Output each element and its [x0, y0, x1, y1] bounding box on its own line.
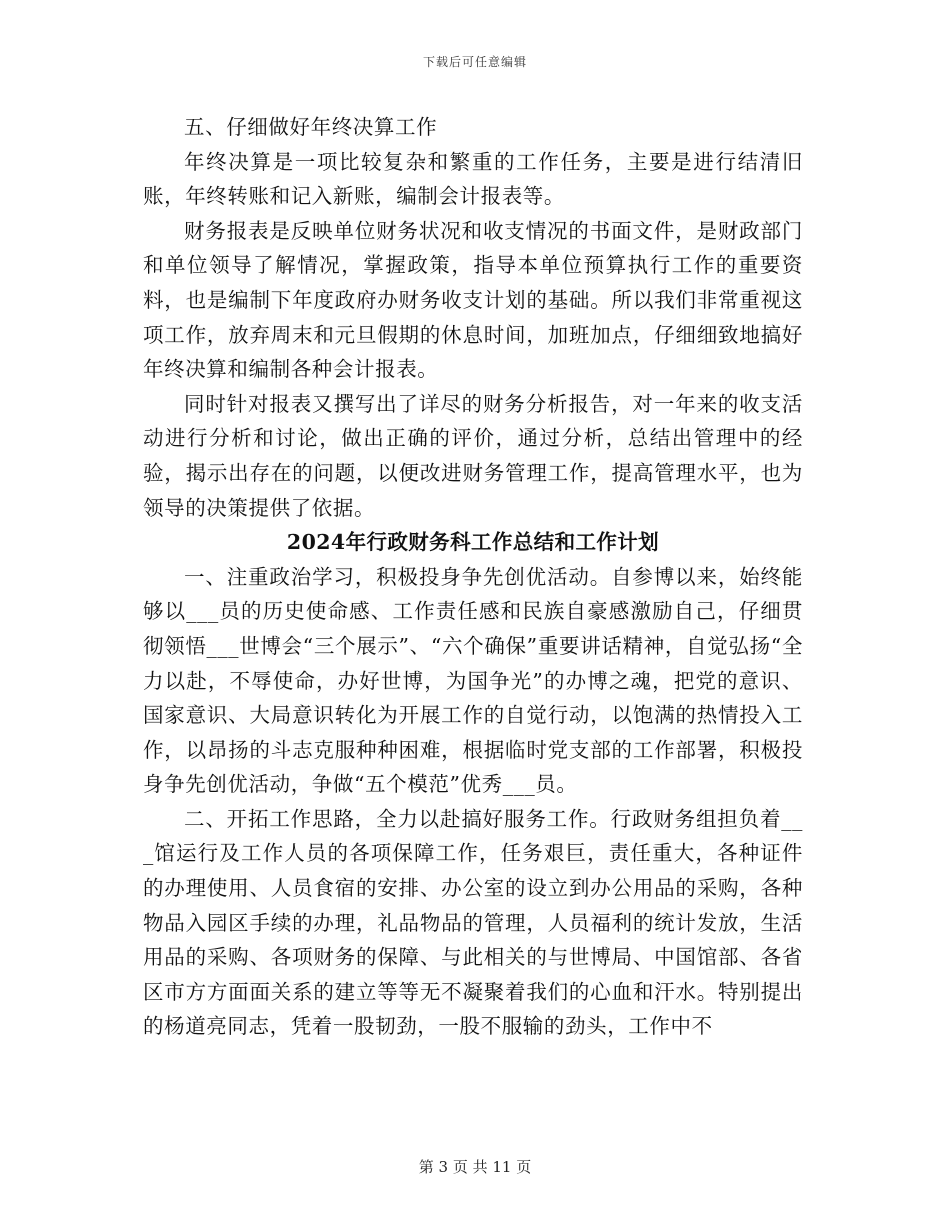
document-body — [143, 110, 803, 1044]
section-title: 2024年行政财务科工作总结和工作计划 — [286, 530, 660, 555]
page-number-footer: 第 3 页 共 11 页 — [418, 1158, 532, 1176]
paragraph-political-study: 一、注重政治学习，积极投身争先创优活动。自参博以来，始终能够以___员的历史使命感、工作责任感和民族自豪感激励自己，仔细贯彻领悟___世博会“三个展示”、“六个确保”重要讲话精神，自觉弘扬“全力以赴，不辱使命，办好世博，为国争光”的办博之魂，把党的意识、国家意识、大局意识转化为开展工作的自觉行动，以饱满的热情投入工作，以昂扬的斗志克服种种困难，根据临时党支部的工作部署，积极投身争先创优活动，争做“五个模范”优秀___员。 — [143, 564, 803, 797]
page-header-note: 下载后可任意编辑 — [422, 55, 527, 69]
paragraph-year-end-settlement: 年终决算是一项比较复杂和繁重的工作任务，主要是进行结清旧账，年终转账和记入新账，编制会计报表等。 — [143, 149, 803, 209]
paragraph-financial-statements: 财务报表是反映单位财务状况和收支情况的书面文件，是财政部门和单位领导了解情况，掌握政策，指导本单位预算执行工作的重要资料，也是编制下年度政府办财务收支计划的基础。所以我们非常重视这项工作，放弃周末和元旦假期的休息时间，加班加点，仔细细致地搞好年终决算和编制各种会计报表。 — [143, 218, 803, 382]
paragraph-financial-analysis: 同时针对报表又撰写出了详尽的财务分析报告，对一年来的收支活动进行分析和讨论，做出正确的评价，通过分析，总结出管理中的经验，揭示出存在的问题，以便改进财务管理工作，提高管理水平，也为领导的决策提供了依据。 — [143, 391, 803, 520]
paragraph-section-five-heading: 五、仔细做好年终决算工作 — [184, 115, 438, 139]
paragraph-service-work: 二、开拓工作思路，全力以赴搞好服务工作。行政财务组担负着___馆运行及工作人员的各项保障工作，任务艰巨，责任重大，各种证件的办理使用、人员食宿的安排、办公室的设立到办公用品的采购，各种物品入园区手续的办理，礼品物品的管理，人员福利的统计发放，生活用品的采购、各项财务的保障、与此相关的与世博局、中国馆部、各省区市方方面面关系的建立等等无不凝聚着我们的心血和汗水。特别提出的杨道亮同志，凭着一股韧劲，一股不服输的劲头，工作中不 — [143, 806, 803, 1039]
